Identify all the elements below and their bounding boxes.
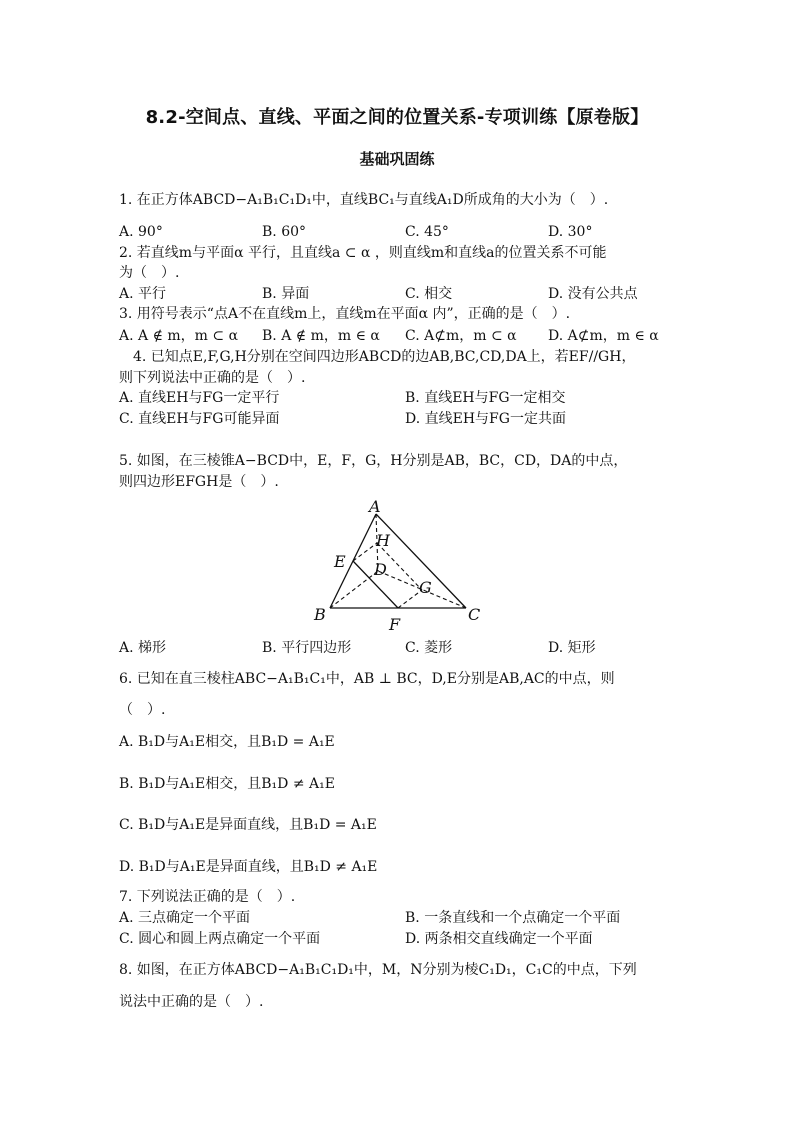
- question-4-option-d: D. 直线EH与FG一定共面: [405, 411, 566, 427]
- question-6-stem-line2: （ ）.: [119, 702, 166, 718]
- question-5-option-b: B. 平行四边形: [262, 640, 352, 656]
- question-1-option-b: B. 60°: [262, 224, 307, 240]
- question-6-option-d: D. B₁D与A₁E是异面直线，且B₁D ≠ A₁E: [119, 859, 378, 875]
- tetrahedron-figure: [0, 495, 794, 635]
- vertex-label-d: D: [374, 560, 387, 579]
- question-7-option-a: A. 三点确定一个平面: [119, 910, 251, 926]
- question-6-option-b: B. B₁D与A₁E相交，且B₁D ≠ A₁E: [119, 776, 335, 792]
- question-1-option-d: D. 30°: [548, 224, 593, 240]
- edge-bd: [330, 571, 378, 608]
- section-subtitle: 基础巩固练: [359, 150, 435, 168]
- question-4-stem-line1: 4. 已知点E,F,G,H分别在空间四边形ABCD的边AB,BC,CD,DA上，若EF//GH，: [133, 349, 636, 365]
- question-3-option-d: D. A⊄m，m ∈ α: [548, 328, 659, 344]
- question-5-stem-line1: 5. 如图，在三棱锥A−BCD中，E，F，G，H分别是AB，BC，CD，DA的中点，: [119, 453, 628, 469]
- question-3-stem: 3. 用符号表示“点A不在直线m上，直线m在平面α 内”，正确的是（ ）.: [119, 306, 571, 322]
- question-2-stem-line1: 2. 若直线m与平面α 平行，且直线a ⊂ α ，则直线m和直线a的位置关系不可能: [119, 245, 607, 261]
- question-3-option-b: B. A ∉ m，m ∈ α: [262, 328, 380, 344]
- question-2-option-c: C. 相交: [405, 286, 453, 302]
- question-6-option-c: C. B₁D与A₁E是异面直线，且B₁D = A₁E: [119, 817, 377, 833]
- question-2-option-a: A. 平行: [119, 286, 167, 302]
- segment-eh: [353, 543, 377, 561]
- question-2-option-d: D. 没有公共点: [548, 286, 638, 302]
- question-5-stem-line2: 则四边形EFGH是（ ）.: [119, 474, 279, 490]
- vertex-label-c: C: [468, 605, 481, 624]
- question-7-option-b: B. 一条直线和一个点确定一个平面: [405, 910, 621, 926]
- point-label-f: F: [389, 615, 401, 634]
- question-4-stem-line2: 则下列说法中正确的是（ ）.: [119, 370, 306, 386]
- vertex-label-a: A: [369, 497, 381, 516]
- question-7-option-c: C. 圆心和圆上两点确定一个平面: [119, 931, 321, 947]
- point-label-h: H: [376, 531, 390, 550]
- question-8-stem-line2: 说法中正确的是（ ）.: [119, 994, 264, 1010]
- question-1-option-c: C. 45°: [405, 224, 449, 240]
- question-5-option-c: C. 菱形: [405, 640, 453, 656]
- question-5-option-a: A. 梯形: [119, 640, 167, 656]
- question-4-option-a: A. 直线EH与FG一定平行: [119, 390, 280, 406]
- question-2-stem-line2: 为（ ）.: [119, 265, 180, 281]
- point-label-e: E: [334, 552, 346, 571]
- question-4-option-b: B. 直线EH与FG一定相交: [405, 390, 566, 406]
- question-8-stem-line1: 8. 如图，在正方体ABCD−A₁B₁C₁D₁中，M，N分别为棱C₁D₁，C₁C的中点，下列: [119, 962, 637, 978]
- page-title: 8.2-空间点、直线、平面之间的位置关系-专项训练【原卷版】: [145, 107, 649, 128]
- question-1-stem: 1. 在正方体ABCD−A₁B₁C₁D₁中，直线BC₁与直线A₁D所成角的大小为（ ）.: [119, 192, 609, 208]
- question-6-stem-line1: 6. 已知在直三棱柱ABC−A₁B₁C₁中，AB ⊥ BC，D,E分别是AB,AC的中点，则: [119, 671, 615, 687]
- question-4-option-c: C. 直线EH与FG可能异面: [119, 411, 280, 427]
- question-3-option-c: C. A⊄m，m ⊂ α: [405, 328, 517, 344]
- vertex-label-b: B: [314, 605, 326, 624]
- point-label-g: G: [419, 578, 432, 597]
- question-1-option-a: A. 90°: [119, 224, 163, 240]
- question-6-option-a: A. B₁D与A₁E相交，且B₁D = A₁E: [119, 734, 335, 750]
- question-7-option-d: D. 两条相交直线确定一个平面: [405, 931, 593, 947]
- question-3-option-a: A. A ∉ m，m ⊂ α: [119, 328, 239, 344]
- question-2-option-b: B. 异面: [262, 286, 310, 302]
- question-7-stem: 7. 下列说法正确的是（ ）.: [119, 889, 296, 905]
- question-5-option-d: D. 矩形: [548, 640, 596, 656]
